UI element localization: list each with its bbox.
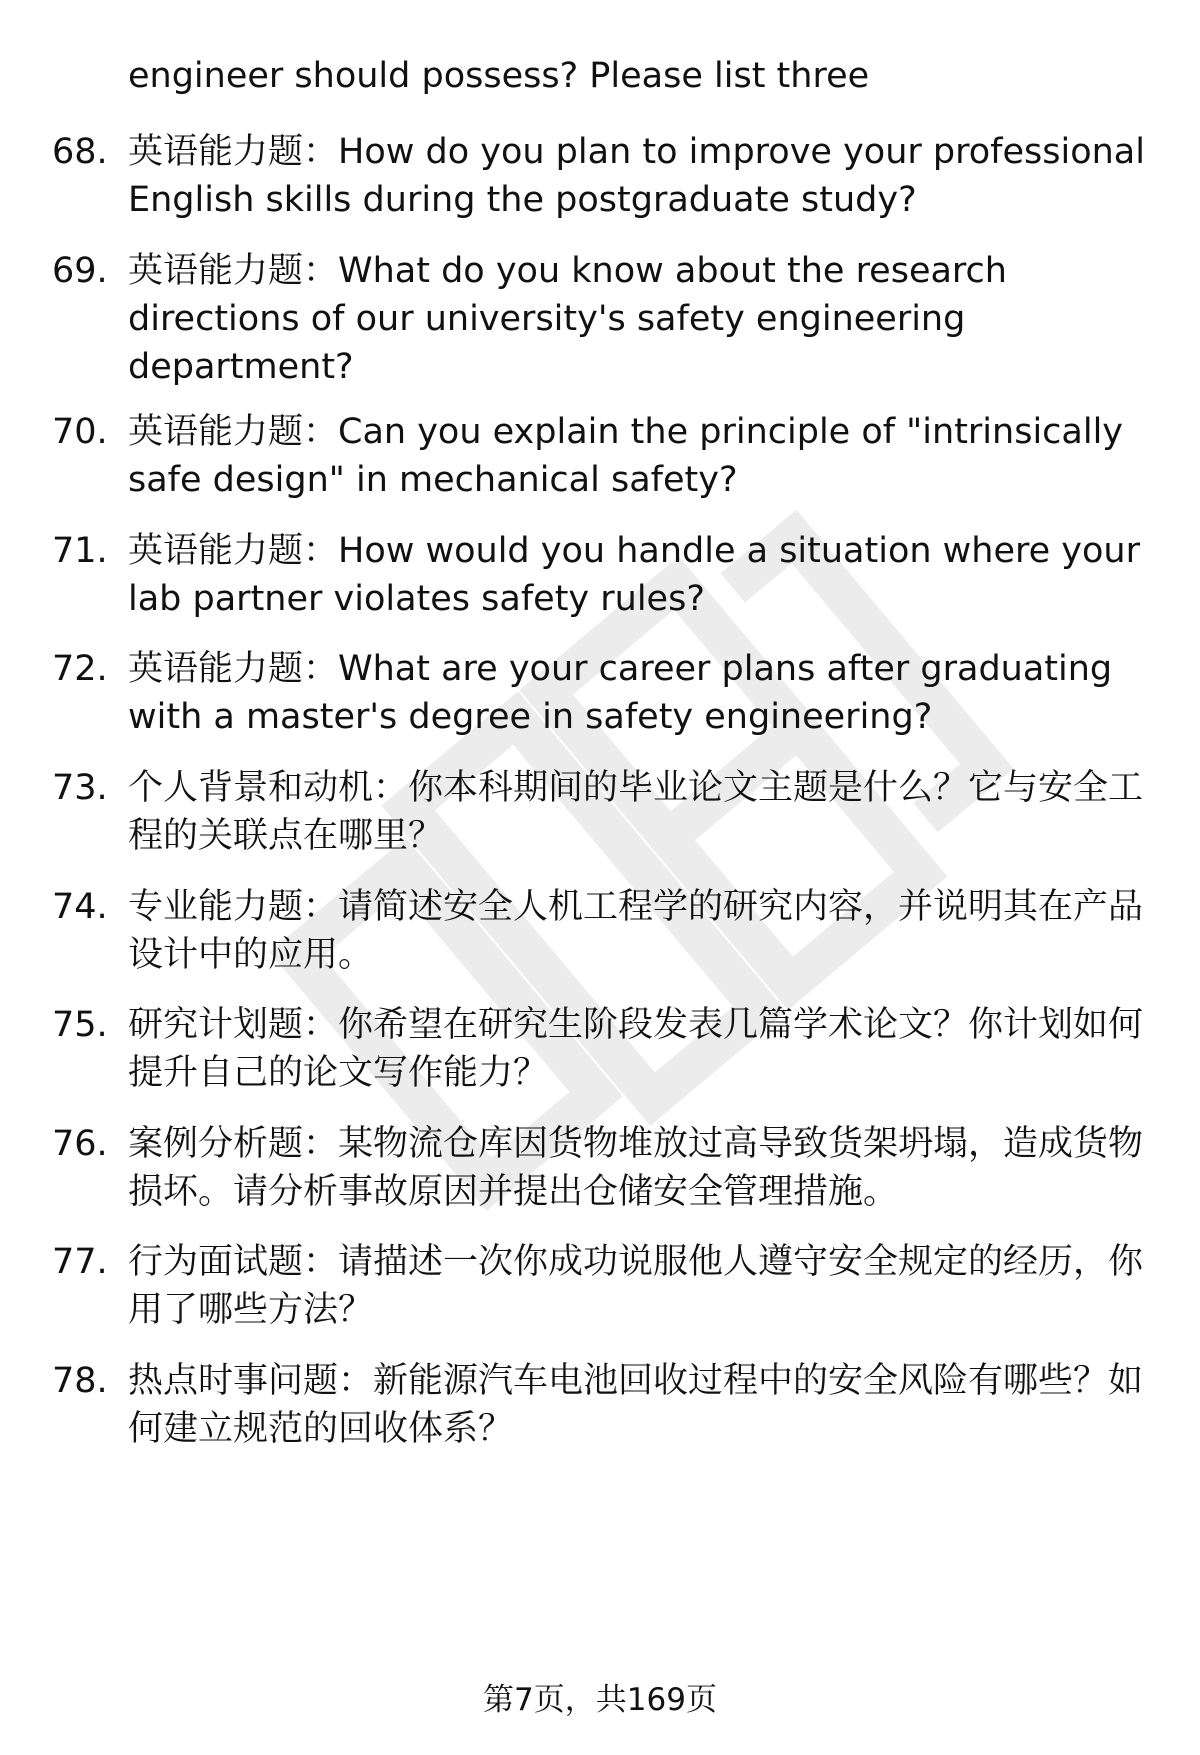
question-number: 68.	[52, 132, 108, 172]
question-number: 77.	[52, 1242, 108, 1282]
question-text: 研究计划题：你希望在研究生阶段发表几篇学术论文？你计划如何提升自己的论文写作能力？	[128, 1005, 1144, 1093]
question-text: 英语能力题：What do you know about the research directions of our university's safety engineering department?	[128, 251, 1007, 387]
question-number: 70.	[52, 412, 108, 452]
question-number: 71.	[52, 531, 108, 571]
question-number: 69.	[52, 251, 108, 291]
question-text: 行为面试题：请描述一次你成功说服他人遵守安全规定的经历，你用了哪些方法？	[128, 1242, 1144, 1330]
question-number: 78.	[52, 1361, 108, 1401]
question-text: 个人背景和动机：你本科期间的毕业论文主题是什么？它与安全工程的关联点在哪里？	[128, 768, 1144, 856]
question-text: 专业能力题：请简述安全人机工程学的研究内容，并说明其在产品设计中的应用。	[128, 887, 1144, 975]
question-text: 英语能力题：Can you explain the principle of "intrinsically safe design" in mechanical safety?	[128, 412, 1124, 500]
question-number: 74.	[52, 887, 108, 927]
question-number: 73.	[52, 768, 108, 808]
question-number: 75.	[52, 1005, 108, 1045]
question-number: 72.	[52, 649, 108, 689]
question-number: 76.	[52, 1124, 108, 1164]
question-text: 英语能力题：How do you plan to improve your professional English skills during the postgraduate study?	[128, 132, 1145, 220]
question-text: 英语能力题：What are your career plans after graduating with a master's degree in safety engineering?	[128, 649, 1113, 737]
question-text: 案例分析题：某物流仓库因货物堆放过高导致货架坍塌，造成货物损坏。请分析事故原因并提出仓储安全管理措施。	[128, 1124, 1144, 1212]
page-footer: 第7页，共169页	[483, 1682, 717, 1718]
question-text: engineer should possess? Please list three	[128, 56, 870, 96]
question-text: 热点时事问题：新能源汽车电池回收过程中的安全风险有哪些？如何建立规范的回收体系？	[128, 1361, 1144, 1449]
question-text: 英语能力题：How would you handle a situation where your lab partner violates safety rules?	[128, 531, 1140, 619]
